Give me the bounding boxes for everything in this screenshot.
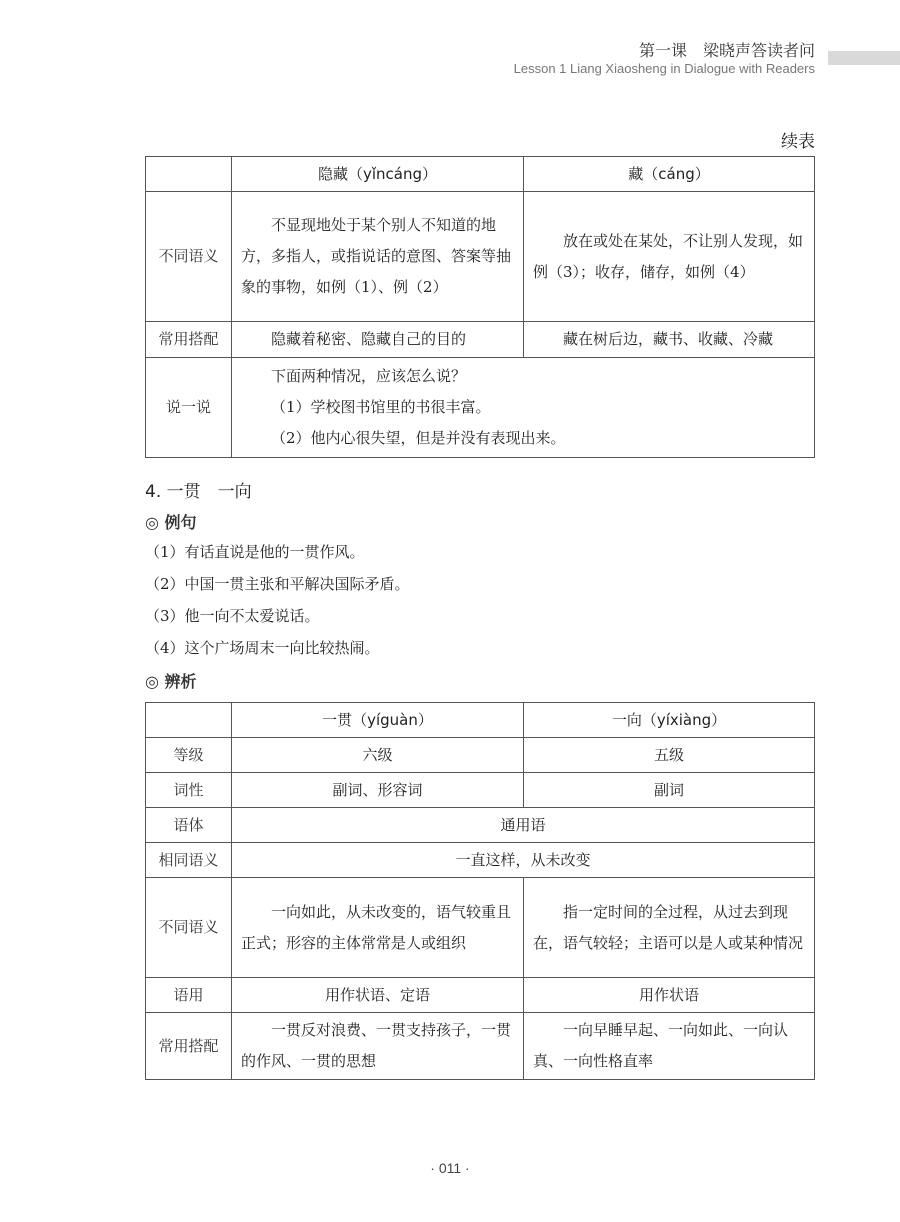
row-label: 词性 — [146, 773, 232, 808]
cell-text: 一向如此，从未改变的，语气较重且正式；形容的主体常常是人或组织 — [241, 902, 512, 952]
example-sentence: （3）他一向不太爱说话。 — [145, 607, 320, 625]
continued-table-label: 续表 — [781, 132, 815, 152]
table-row — [146, 843, 815, 878]
merged-cell: 一直这样，从未改变 — [232, 843, 815, 878]
example-sentence: （4）这个广场周末一向比较热闹。 — [145, 639, 380, 657]
table-cell — [232, 322, 524, 358]
empty-header-cell — [146, 703, 232, 738]
table-cell: 六级 — [232, 738, 524, 773]
table-row — [146, 322, 815, 358]
row-label: 常用搭配 — [146, 1013, 232, 1080]
table-row — [146, 808, 815, 843]
row-label: 说一说 — [146, 358, 232, 458]
example-sentence: （1）有话直说是他的一贯作风。 — [145, 543, 365, 561]
analysis-heading: ◎ 辨析 — [145, 672, 197, 691]
table-row — [146, 1013, 815, 1080]
cell-text: 一向早睡早起、一向如此、一向认真、一向性格直率 — [533, 1021, 789, 1070]
table-row — [146, 773, 815, 808]
empty-header-cell — [146, 157, 232, 192]
table-cell — [232, 192, 524, 322]
row-label: 相同语义 — [146, 843, 232, 878]
discussion-prompt: 下面两种情况，应该怎么说？ — [271, 367, 467, 385]
table-cell: 用作状语 — [524, 978, 815, 1013]
table-cell — [524, 322, 815, 358]
row-label: 语用 — [146, 978, 232, 1013]
row-label: 语体 — [146, 808, 232, 843]
row-label: 不同语义 — [146, 878, 232, 978]
cell-text: 不显现地处于某个别人不知道的地方，多指人，或指说话的意图、答案等抽象的事物，如例（1）、例（2） — [241, 216, 512, 296]
page-number: · 011 · — [430, 1160, 470, 1176]
row-label: 不同语义 — [146, 192, 232, 322]
cell-text: 指一定时间的全过程，从过去到现在，语气较轻；主语可以是人或某种情况 — [533, 902, 804, 952]
cell-text: 藏在树后边，藏书、收藏、冷藏 — [563, 330, 774, 348]
column-header-yixiang: 一向（yíxiàng） — [524, 703, 815, 738]
table-row — [146, 738, 815, 773]
table-row — [146, 358, 815, 458]
cell-text: 放在或处在某处，不让别人发现，如例（3）；收存，储存，如例（4） — [533, 231, 804, 281]
examples-heading: ◎ 例句 — [145, 513, 197, 532]
discussion-cell — [232, 358, 815, 458]
table-header-row — [146, 157, 815, 192]
cell-text: 隐藏着秘密、隐藏自己的目的 — [271, 330, 467, 348]
table-cell — [524, 878, 815, 978]
merged-cell: 通用语 — [232, 808, 815, 843]
table-cell: 副词、形容词 — [232, 773, 524, 808]
discussion-item: （1）学校图书馆里的书很丰富。 — [271, 398, 491, 416]
discussion-item: （2）他内心很失望，但是并没有表现出来。 — [271, 429, 566, 447]
table-row — [146, 878, 815, 978]
running-header-english: Lesson 1 Liang Xiaosheng in Dialogue with Readers — [513, 61, 815, 76]
row-label: 等级 — [146, 738, 232, 773]
comparison-table-yincang-cang — [145, 156, 815, 458]
example-sentence: （2）中国一贯主张和平解决国际矛盾。 — [145, 575, 410, 593]
row-label: 常用搭配 — [146, 322, 232, 358]
table-cell — [232, 878, 524, 978]
table-cell: 用作状语、定语 — [232, 978, 524, 1013]
column-header-yincang: 隐藏（yǐncáng） — [232, 157, 524, 192]
header-tab-bar — [828, 51, 900, 65]
table-cell — [524, 192, 815, 322]
table-cell — [232, 1013, 524, 1080]
table-row — [146, 192, 815, 322]
column-header-yiguan: 一贯（yíguàn） — [232, 703, 524, 738]
table-cell: 五级 — [524, 738, 815, 773]
cell-text: 一贯反对浪费、一贯支持孩子，一贯的作风、一贯的思想 — [241, 1021, 512, 1070]
running-header-chinese: 第一课 梁晓声答读者问 — [638, 41, 815, 60]
comparison-table-yiguan-yixiang — [145, 702, 815, 1080]
table-header-row — [146, 703, 815, 738]
table-cell — [524, 1013, 815, 1080]
table-cell: 副词 — [524, 773, 815, 808]
table-row — [146, 978, 815, 1013]
column-header-cang: 藏（cáng） — [524, 157, 815, 192]
section-title: 4. 一贯 一向 — [145, 482, 252, 502]
